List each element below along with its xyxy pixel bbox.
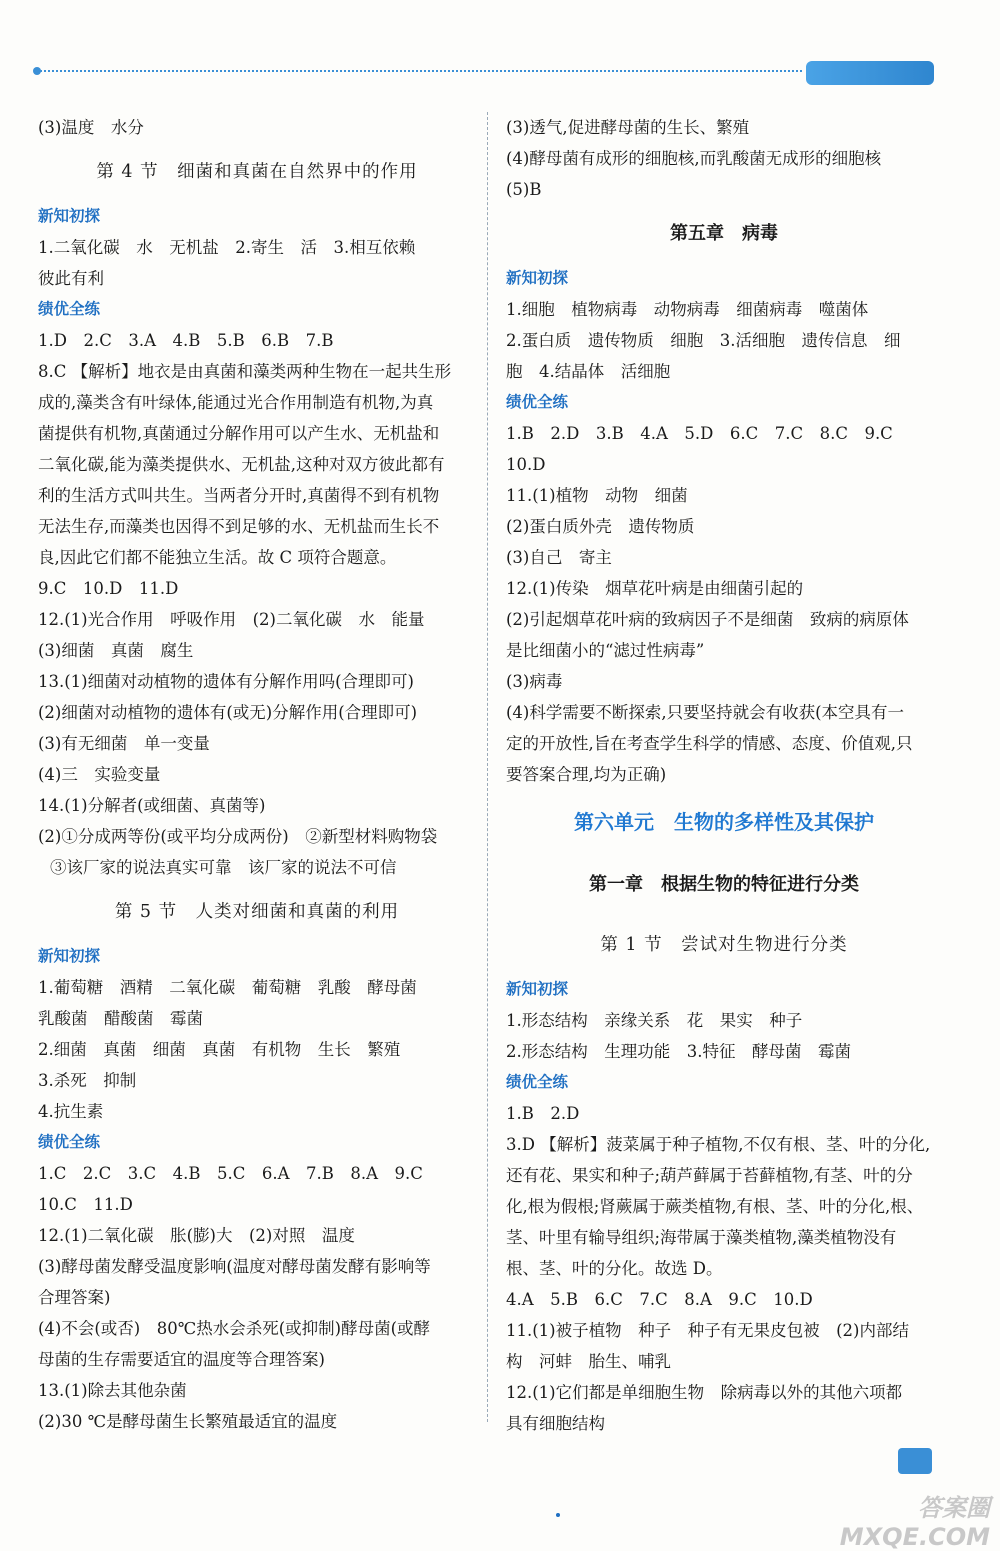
section-title: 第 1 节 尝试对生物进行分类 [600, 935, 848, 955]
subsection-heading: 新知初探 [38, 207, 101, 225]
answer-line: 4.抗生素 [38, 1102, 104, 1121]
answer-line: (2)细菌对动植物的遗体有(或无)分解作用(合理即可) [38, 703, 418, 722]
answer-line: (4)不会(或否) 80℃热水会杀死(或抑制)酵母菌(或酵 [38, 1319, 431, 1338]
chapter-title: 第一章 根据生物的特征进行分类 [589, 874, 859, 895]
answer-line: 乳酸菌 醋酸菌 霉菌 [38, 1009, 203, 1028]
answer-line: ③该厂家的说法真实可靠 该厂家的说法不可信 [50, 858, 397, 877]
answer-line: (3)有无细菌 单一变量 [38, 734, 210, 753]
answer-line: (3)酵母菌发酵受温度影响(温度对酵母菌发酵有影响等 [38, 1257, 431, 1276]
answer-line: (3)温度 水分 [38, 118, 144, 137]
right-column [506, 112, 942, 1439]
answer-line: 14.(1)分解者(或细菌、真菌等) [38, 796, 266, 815]
answer-line: 1.B 2.D 3.B 4.A 5.D 6.C 7.C 8.C 9.C [506, 424, 893, 443]
answer-line: 构 河蚌 胎生、哺乳 [506, 1352, 671, 1371]
answer-line: 2.细菌 真菌 细菌 真菌 有机物 生长 繁殖 [38, 1040, 401, 1059]
answer-line: 菌提供有机物,真菌通过分解作用可以产生水、无机盐和 [38, 424, 440, 443]
answer-line: (2)①分成两等份(或平均分成两份) ②新型材料购物袋 [38, 827, 438, 846]
answer-line: 胞 4.结晶体 活细胞 [506, 362, 671, 381]
answer-line: 母菌的生存需要适宜的温度等合理答案) [38, 1350, 325, 1369]
answer-line: (3)自己 寄主 [506, 548, 612, 567]
answer-line: (2)30 ℃是酵母菌生长繁殖最适宜的温度 [38, 1412, 338, 1431]
answer-line: 二氧化碳,能为藻类提供水、无机盐,这种对双方彼此都有 [38, 455, 445, 474]
subsection-heading: 新知初探 [506, 269, 569, 287]
answer-line: 化,根为假根;肾蕨属于蕨类植物,有根、茎、叶的分化,根、 [506, 1197, 924, 1216]
answer-line: (5)B [506, 180, 542, 199]
answer-line: 1.葡萄糖 酒精 二氧化碳 葡萄糖 乳酸 酵母菌 [38, 978, 417, 997]
subsection-heading: 绩优全练 [506, 393, 569, 411]
answer-line: 1.细胞 植物病毒 动物病毒 细菌病毒 噬菌体 [506, 300, 869, 319]
answer-line: 12.(1)光合作用 呼吸作用 (2)二氧化碳 水 能量 [38, 610, 425, 629]
answer-line: 4.A 5.B 6.C 7.C 8.A 9.C 10.D [506, 1290, 813, 1309]
chapter-title: 第五章 病毒 [670, 223, 778, 244]
answer-line: 9.C 10.D 11.D [38, 579, 179, 598]
answer-line: 根、茎、叶的分化。故选 D。 [506, 1259, 723, 1278]
answer-line: (3)透气,促进酵母菌的生长、繁殖 [506, 118, 750, 137]
answer-line: (3)病毒 [506, 672, 563, 691]
answer-line: (3)细菌 真菌 腐生 [38, 641, 194, 660]
answer-line: 良,因此它们都不能独立生活。故 C 项符合题意。 [38, 548, 397, 567]
answer-line: 还有花、果实和种子;葫芦藓属于苔藓植物,有茎、叶的分 [506, 1166, 913, 1185]
subsection-heading: 绩优全练 [38, 300, 101, 318]
answer-line: 11.(1)被子植物 种子 种子有无果皮包被 (2)内部结 [506, 1321, 909, 1340]
subsection-heading: 新知初探 [38, 947, 101, 965]
left-column [38, 112, 476, 1437]
answer-line: 13.(1)细菌对动植物的遗体有分解作用吗(合理即可) [38, 672, 414, 691]
page-number-badge [898, 1448, 932, 1474]
column-divider [487, 112, 488, 1422]
footer-dot [556, 1513, 560, 1517]
answer-line: 10.D [506, 455, 546, 474]
answer-line: 彼此有利 [38, 269, 104, 288]
answer-line: (2)蛋白质外壳 遗传物质 [506, 517, 695, 536]
answer-line: (4)三 实验变量 [38, 765, 161, 784]
unit-title: 第六单元 生物的多样性及其保护 [574, 810, 874, 834]
subsection-heading: 绩优全练 [38, 1133, 101, 1151]
answer-line: 合理答案) [38, 1288, 111, 1307]
subsection-heading: 新知初探 [506, 980, 569, 998]
answer-line: 1.C 2.C 3.C 4.B 5.C 6.A 7.B 8.A 9.C [38, 1164, 423, 1183]
answer-line: 12.(1)传染 烟草花叶病是由细菌引起的 [506, 579, 804, 598]
section-title: 第 5 节 人类对细菌和真菌的利用 [114, 902, 400, 922]
answer-line: 8.C 【解析】地衣是由真菌和藻类两种生物在一起共生形 [38, 362, 452, 381]
answer-line: 无法生存,而藻类也因得不到足够的水、无机盐而生长不 [38, 517, 440, 536]
answer-line: 3.D 【解析】菠菜属于种子植物,不仅有根、茎、叶的分化, [506, 1135, 931, 1154]
answer-line: 1.形态结构 亲缘关系 花 果实 种子 [506, 1011, 803, 1030]
answer-line: 1.D 2.C 3.A 4.B 5.B 6.B 7.B [38, 331, 334, 350]
header-tab-bar [806, 61, 934, 85]
answer-line: 成的,藻类含有叶绿体,能通过光合作用制造有机物,为真 [38, 393, 434, 412]
section-title: 第 4 节 细菌和真菌在自然界中的作用 [96, 162, 418, 182]
answer-line: 定的开放性,旨在考查学生科学的情感、态度、价值观,只 [506, 734, 913, 753]
answer-line: 2.蛋白质 遗传物质 细胞 3.活细胞 遗传信息 细 [506, 331, 901, 350]
answer-line: 是比细菌小的“滤过性病毒” [506, 641, 705, 660]
answer-line: 13.(1)除去其他杂菌 [38, 1381, 187, 1400]
subsection-heading: 绩优全练 [506, 1073, 569, 1091]
answer-line: 3.杀死 抑制 [38, 1071, 137, 1090]
answer-line: 12.(1)二氧化碳 胀(膨)大 (2)对照 温度 [38, 1226, 355, 1245]
answer-line: 11.(1)植物 动物 细菌 [506, 486, 688, 505]
answer-line: 具有细胞结构 [506, 1414, 605, 1433]
answer-line: 1.B 2.D [506, 1104, 580, 1123]
header-dotted-rule [36, 70, 802, 72]
answer-line: (4)酵母菌有成形的细胞核,而乳酸菌无成形的细胞核 [506, 149, 882, 168]
answer-line: (4)科学需要不断探索,只要坚持就会有收获(本空具有一 [506, 703, 905, 722]
answer-line: 2.形态结构 生理功能 3.特征 酵母菌 霉菌 [506, 1042, 851, 1061]
answer-line: 要答案合理,均为正确) [506, 765, 667, 784]
answer-line: 1.二氧化碳 水 无机盐 2.寄生 活 3.相互依赖 [38, 238, 416, 257]
answer-line: 12.(1)它们都是单细胞生物 除病毒以外的其他六项都 [506, 1383, 903, 1402]
answer-line: (2)引起烟草花叶病的致病因子不是细菌 致病的病原体 [506, 610, 909, 629]
watermark-text: 答案圈 MXQE.COM [839, 1494, 990, 1551]
answer-line: 10.C 11.D [38, 1195, 133, 1214]
answer-line: 利的生活方式叫共生。当两者分开时,真菌得不到有机物 [38, 486, 440, 505]
answer-line: 茎、叶里有输导组织;海带属于藻类植物,藻类植物没有 [506, 1228, 897, 1247]
